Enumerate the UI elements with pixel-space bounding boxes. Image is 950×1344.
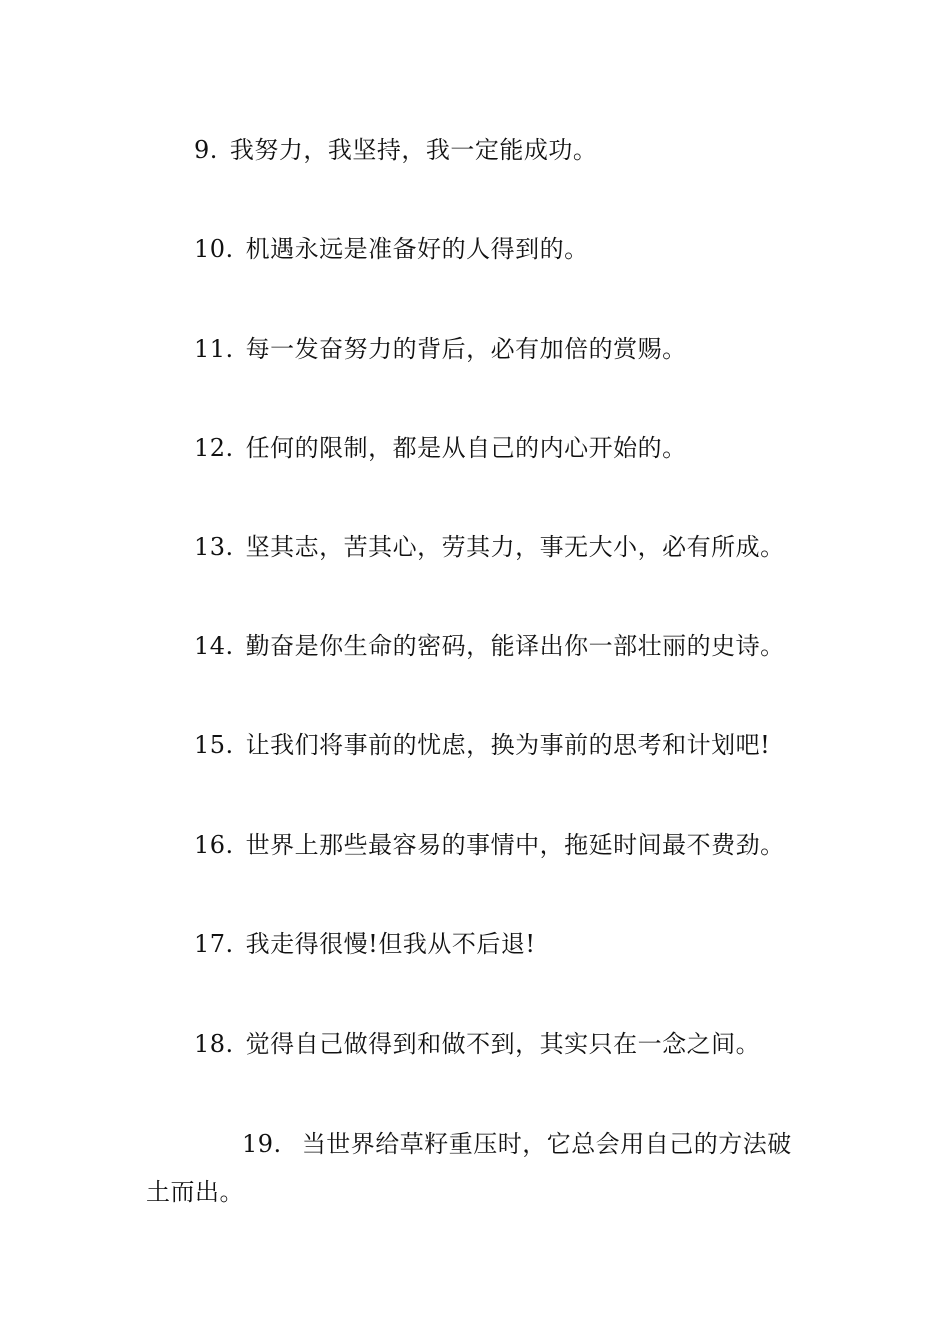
item-number: 19.	[242, 1130, 282, 1158]
item-text: 每一发奋努力的背后，必有加倍的赏赐。	[245, 335, 687, 363]
item-number: 14.	[194, 632, 234, 660]
item-text: 任何的限制，都是从自己的内心开始的。	[245, 434, 687, 462]
item-number: 18.	[194, 1030, 234, 1058]
item-number: 13.	[194, 533, 234, 561]
list-item	[146, 721, 826, 769]
list-item	[146, 920, 826, 968]
item-text: 让我们将事前的忧虑，换为事前的思考和计划吧!	[245, 731, 771, 759]
item-number: 17.	[194, 930, 234, 958]
item-text: 世界上那些最容易的事情中，拖延时间最不费劲。	[245, 831, 785, 859]
list-item	[146, 126, 826, 174]
item-text: 勤奋是你生命的密码，能译出你一部壮丽的史诗。	[245, 632, 785, 660]
list-item	[146, 424, 826, 472]
item-number: 10.	[194, 235, 234, 263]
item-text: 我努力，我坚持，我一定能成功。	[229, 136, 598, 164]
list-item	[146, 622, 826, 670]
item-text: 当世界给草籽重压时，它总会用自己的方法破土而出。	[146, 1130, 792, 1206]
item-text: 我走得很慢!但我从不后退!	[245, 930, 536, 958]
item-number: 11.	[194, 335, 234, 363]
item-number: 12.	[194, 434, 234, 462]
list-item	[146, 225, 826, 273]
item-number: 15.	[194, 731, 234, 759]
list-item	[146, 821, 826, 869]
list-item	[146, 523, 826, 571]
list-item	[146, 325, 826, 373]
item-number: 9.	[194, 136, 218, 164]
item-number: 16.	[194, 831, 234, 859]
item-text: 觉得自己做得到和做不到，其实只在一念之间。	[245, 1030, 761, 1058]
list-item	[146, 1120, 808, 1216]
list-item	[146, 1020, 826, 1068]
item-text: 机遇永远是准备好的人得到的。	[245, 235, 589, 263]
item-text: 坚其志，苦其心，劳其力，事无大小，必有所成。	[245, 533, 785, 561]
